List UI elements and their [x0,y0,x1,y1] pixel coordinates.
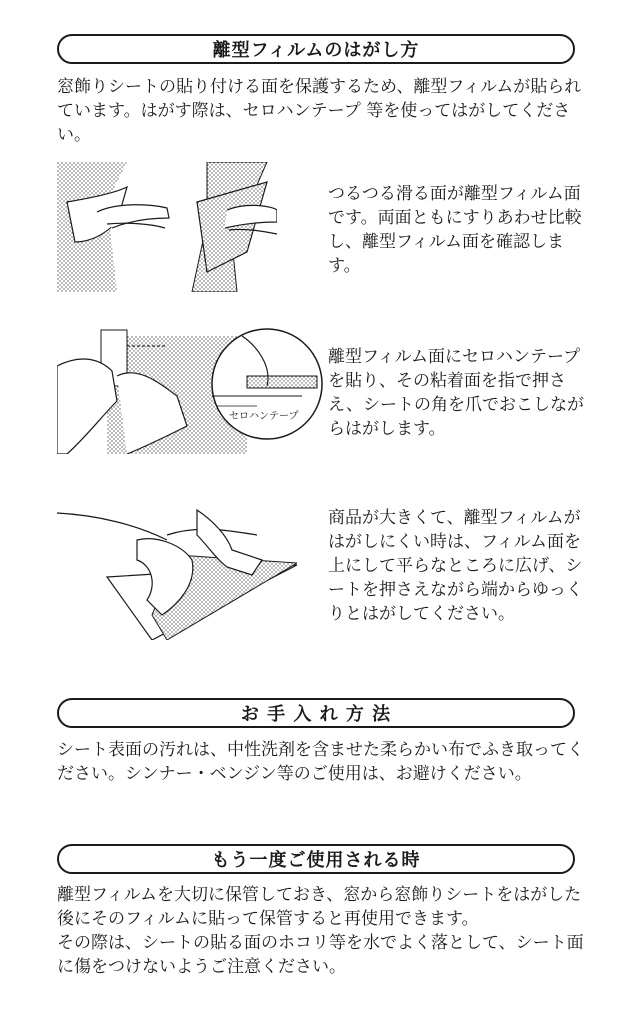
section-title-care-text: お 手 入 れ 方 法 [240,704,392,725]
step3-text: 商品が大きくて、離型フィルムがはがしにくい時は、フィルム面を上にして平らなところに広げ、シートを押さえながら端からゆっくりとはがしてください。 [328,508,583,624]
step1-text: つるつる滑る面が離型フィルム面です。両面ともにすりあわせ比較し、離型フィルム面を確認します。 [328,184,582,276]
reuse-body-2: その際は、シートの貼る面のホコリ等を水でよく落として、シート面に傷をつけないようご注意ください。 [57,933,584,977]
step2-text: 離型フィルム面にセロハンテープを貼り、その粘着面を指で押さえ、シートの角を爪でおこしながらはがします。 [328,347,585,439]
peel-intro: 窓飾りシートの貼り付ける面を保護するため、離型フィルムが貼られています。はがす際は、セロハンテープ 等を使ってはがしてください。 [57,77,582,145]
section-title-care [57,698,575,728]
step2-illustration [57,326,325,454]
reuse-body: 離型フィルムを大切に保管しておき、窓から窓飾りシートをはがした後にそのフィルムに貼って保管すると再使用できます。 [57,885,582,929]
step1-illustration [57,162,277,292]
section-title-reuse [57,844,575,874]
tape-label: セロハンテープ [229,411,299,422]
section-title-peel-text: 離型フィルムのはがし方 [212,40,420,61]
step3-illustration [57,505,297,640]
care-body: シート表面の汚れは、中性洗剤を含ませた柔らかい布でふき取ってください。シンナー・ベンジン等のご使用は、お避けください。 [57,740,584,784]
section-title-reuse-text: もう一度ご使用される時 [211,850,421,871]
section-title-peel [57,34,575,64]
